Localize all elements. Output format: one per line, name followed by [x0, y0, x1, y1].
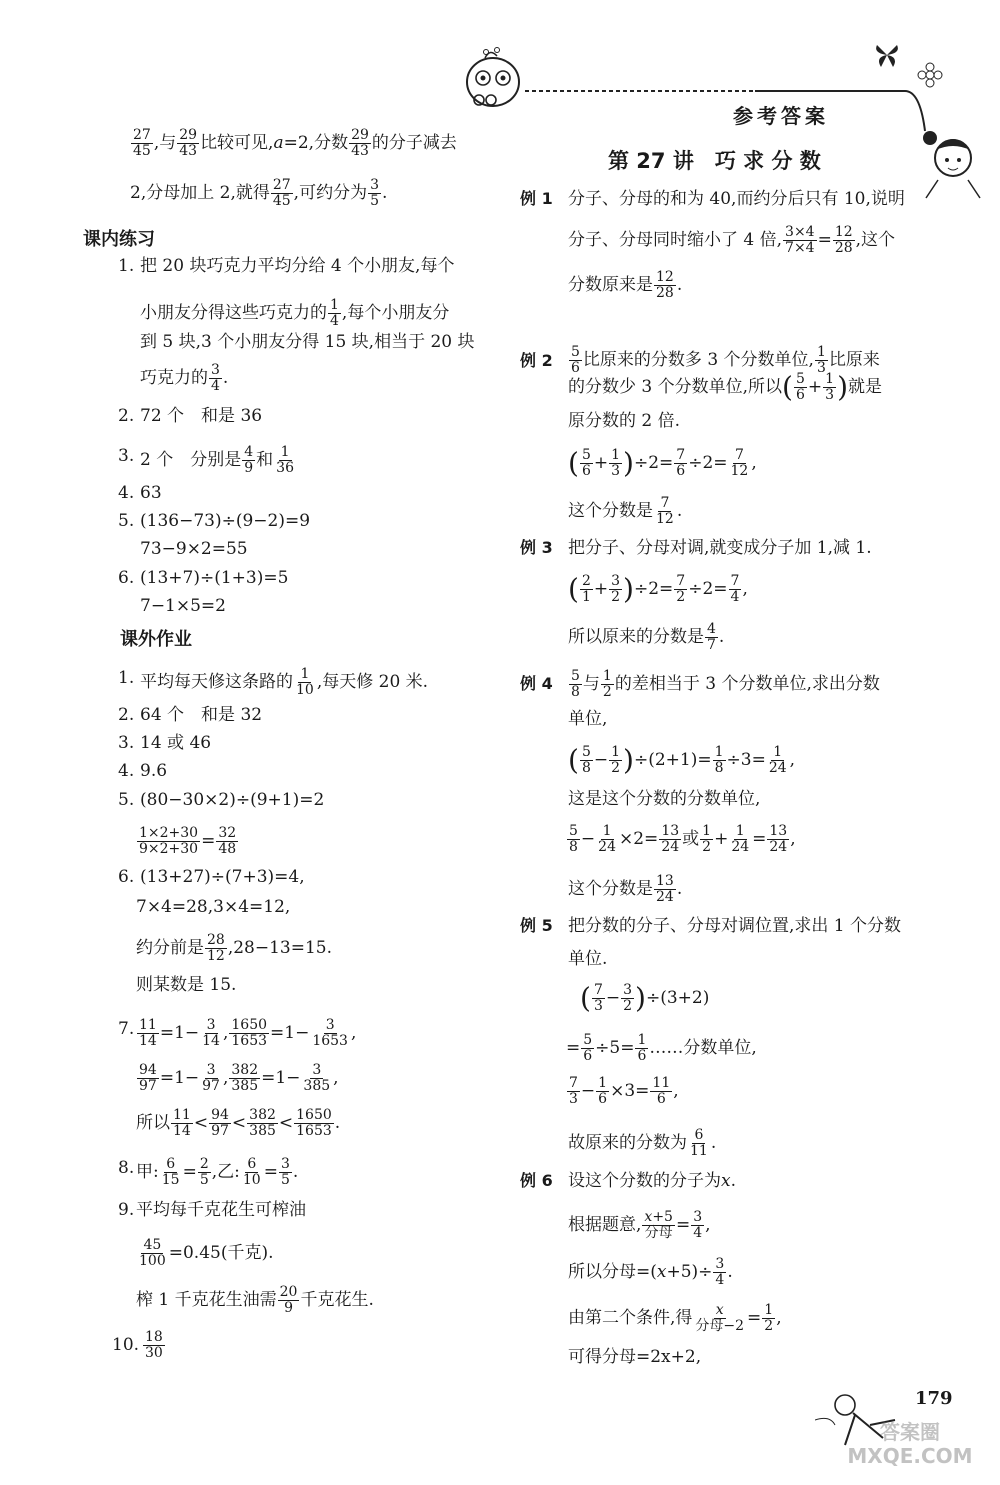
answer-item: 2. — [118, 705, 135, 725]
example-text: 原分数的 2 倍. — [568, 411, 681, 431]
fraction: $\frac{29}{43}$ — [179, 127, 198, 159]
watermark: 答案圈 MXQE.COM — [847, 1420, 973, 1468]
lecture-title: 第 27 讲 巧 求 分 数 — [608, 149, 821, 173]
answer-text: 72 个 和是 36 — [140, 406, 263, 426]
example-text: 所以原来的分数是 $\frac{4}{7}$ . — [568, 621, 725, 653]
answer-item: 3. — [118, 733, 135, 753]
example-text: ( $\frac{5}{8}$ − $\frac{1}{2}$ )÷(2+1)= $\frac{1}{8}$ ÷3= $\frac{1}{24}$ , — [568, 743, 796, 777]
answer-text: $\frac{18}{30}$ — [145, 1329, 163, 1361]
example-text: = $\frac{5}{6}$ ÷5= $\frac{1}{6}$ ……分数单位, — [566, 1032, 757, 1064]
answer-text: 平均每天修这条路的 $\frac{1}{10}$ ,每天修 20 米. — [140, 666, 429, 698]
example-label: 例 6 — [520, 1171, 553, 1190]
answer-text: 榨 1 千克花生油需 $\frac{20}{9}$ 千克花生. — [136, 1284, 374, 1316]
example-text: 故原来的分数为 $\frac{6}{11}$ . — [568, 1127, 717, 1159]
example-label: 例 2 — [520, 351, 553, 370]
answer-text: 小朋友分得这些巧克力的 $\frac{1}{4}$ ,每个小朋友分 — [140, 297, 450, 329]
example-text: 所以分母=(x+5)÷ $\frac{3}{4}$ . — [568, 1256, 733, 1288]
answer-text: 巧克力的 $\frac{3}{4}$ . — [140, 362, 229, 394]
answer-text: 到 5 块,3 个小朋友分得 15 块,相当于 20 块 — [140, 332, 475, 352]
girl-cartoon-icon — [918, 120, 988, 210]
answer-text: 甲: $\frac{6}{15}$ = $\frac{2}{5}$ ,乙: $\frac{6}{10}$ = $\frac{3}{5}$ . — [136, 1156, 299, 1188]
answer-item: 1. — [118, 256, 135, 276]
example-label: 例 3 — [520, 538, 553, 557]
intro-line-2: 2,分母加上 2,就得 $\frac{27}{45}$ ,可约分为 $\frac{3}{5}$ . — [130, 177, 388, 209]
answer-text: 平均每千克花生可榨油 — [136, 1200, 306, 1220]
answer-item: 6. — [118, 867, 135, 887]
example-text: 设这个分数的分子为x. — [568, 1171, 736, 1191]
answer-text: $\frac{11}{14}$ =1− $\frac{3}{14}$ , $\frac{1650}{1653}$ =1− $\frac{3}{1653}$ , — [139, 1017, 357, 1049]
example-text: ( $\frac{5}{6}$ + $\frac{1}{3}$ )÷2= $\frac{7}{6}$ ÷2= $\frac{7}{12}$ , — [568, 446, 757, 480]
fraction: $\frac{29}{43}$ — [351, 127, 369, 159]
answer-item: 5. — [118, 790, 135, 810]
example-text: 这个分数是 $\frac{7}{12}$ . — [568, 495, 683, 527]
section-title-homework: 课外作业 — [120, 629, 192, 650]
answer-text: 7×4=28,3×4=12, — [136, 897, 291, 917]
answer-text: 所以 $\frac{11}{14}$ < $\frac{94}{97}$ < $\frac{382}{385}$ < $\frac{1650}{1653}$ . — [136, 1107, 341, 1139]
example-text: 分子、分母同时缩小了 4 倍, $\frac{3\times 4}{7\times 4}$ = $\frac{12}{28}$ ,这个 — [568, 224, 896, 256]
answer-item: 4. — [118, 483, 135, 503]
cartoon-face-icon — [455, 40, 535, 115]
example-text: 单位. — [568, 949, 608, 969]
answer-item: 3. — [118, 446, 135, 466]
answer-text: 则某数是 15. — [136, 975, 237, 995]
answer-text: (80−30×2)÷(9+1)=2 — [140, 790, 325, 810]
answer-item: 10. — [112, 1335, 140, 1355]
example-text: 单位, — [568, 709, 608, 729]
example-text: 这是这个分数的分数单位, — [568, 789, 761, 809]
answer-text: $\frac{94}{97}$ =1− $\frac{3}{97}$ , $\frac{382}{385}$ =1− $\frac{3}{385}$ , — [139, 1062, 339, 1094]
fraction: $\frac{27}{45}$ — [272, 177, 291, 209]
example-label: 例 5 — [520, 916, 553, 935]
example-text: $\frac{7}{3}$ − $\frac{1}{6}$ ×3= $\frac{11}{6}$ , — [569, 1075, 679, 1107]
example-text: 可得分母=2x+2, — [568, 1347, 702, 1367]
answer-text: $\frac{45}{100}$ =0.45(千克). — [139, 1237, 274, 1269]
answer-text: 64 个 和是 32 — [140, 705, 263, 725]
answer-text: (13+27)÷(7+3)=4, — [140, 867, 305, 887]
answer-item: 6. — [118, 568, 135, 588]
flower-icon — [915, 60, 945, 90]
intro-line-1: $\frac{27}{45}$ ,与 $\frac{29}{43}$ 比较可见,a=2,分数 $\frac{29}{43}$ 的分子减去 — [133, 127, 457, 159]
example-text: 分数原来是 $\frac{12}{28}$ . — [568, 269, 683, 301]
answer-text: 73−9×2=55 — [140, 539, 248, 559]
answer-text: $\frac{1\times 2+30}{9\times 2+30}$ = $\frac{32}{48}$ — [139, 825, 237, 857]
answer-item: 7. — [118, 1019, 135, 1039]
example-text: ( $\frac{2}{1}$ + $\frac{3}{2}$ )÷2= $\frac{7}{2}$ ÷2= $\frac{7}{4}$ , — [568, 572, 748, 606]
answer-item: 2. — [118, 406, 135, 426]
answer-text: 约分前是 $\frac{28}{12}$ ,28−13=15. — [136, 932, 333, 964]
answer-text: (136−73)÷(9−2)=9 — [140, 511, 311, 531]
butterfly-icon — [872, 40, 902, 70]
answer-item: 1. — [118, 668, 135, 688]
example-text: 的分数少 3 个分数单位,所以( $\frac{5}{6}$ + $\frac{1}{3}$ )就是 — [568, 370, 882, 404]
answer-text: 7−1×5=2 — [140, 596, 226, 616]
answer-text: 把 20 块巧克力平均分给 4 个小朋友,每个 — [140, 256, 455, 276]
answer-text: 14 或 46 — [140, 733, 212, 753]
example-text: $\frac{5}{8}$ − $\frac{1}{24}$ ×2= $\frac{13}{24}$ 或 $\frac{1}{2}$ + $\frac{1}{24}$ = $\frac{13}{24}$ , — [569, 823, 796, 855]
example-text: 分子、分母的和为 40,而约分后只有 10,说明 — [568, 189, 905, 209]
answer-text: 2 个 分别是 $\frac{4}{9}$ 和 $\frac{1}{36}$ — [140, 444, 294, 476]
fraction: $\frac{27}{45}$ — [133, 127, 151, 159]
example-text: $\frac{5}{8}$ 与 $\frac{1}{2}$ 的差相当于 3 个分数单位,求出分数 — [571, 668, 880, 700]
answer-item: 4. — [118, 761, 135, 781]
answer-item: 8. — [118, 1158, 135, 1178]
example-text: $\frac{5}{6}$ 比原来的分数多 3 个分数单位, $\frac{1}{3}$ 比原来 — [571, 344, 880, 376]
answer-text: 63 — [140, 483, 162, 503]
example-label: 例 4 — [520, 674, 553, 693]
answer-item: 5. — [118, 511, 135, 531]
example-text: 根据题意, x+5 分母 = $\frac{3}{4}$ , — [568, 1209, 711, 1241]
example-text: 把分子、分母对调,就变成分子加 1,减 1. — [568, 538, 872, 558]
answer-item: 9. — [118, 1200, 135, 1220]
section-title-in-class: 课内练习 — [83, 229, 155, 250]
example-text: 把分数的分子、分母对调位置,求出 1 个分数 — [568, 916, 902, 936]
page-number: 179 — [915, 1388, 953, 1409]
example-label: 例 1 — [520, 189, 553, 208]
example-text: ( $\frac{7}{3}$ − $\frac{3}{2}$ )÷(3+2) — [580, 981, 710, 1015]
example-text: 这个分数是 $\frac{13}{24}$ . — [568, 873, 683, 905]
fraction: $\frac{3}{5}$ — [370, 177, 379, 209]
header-title: 参考答案 — [733, 104, 829, 128]
answer-text: (13+7)÷(1+3)=5 — [140, 568, 289, 588]
example-text: 由第二个条件,得 x 分母−2 = $\frac{1}{2}$ , — [568, 1302, 782, 1334]
answer-text: 9.6 — [140, 761, 168, 781]
